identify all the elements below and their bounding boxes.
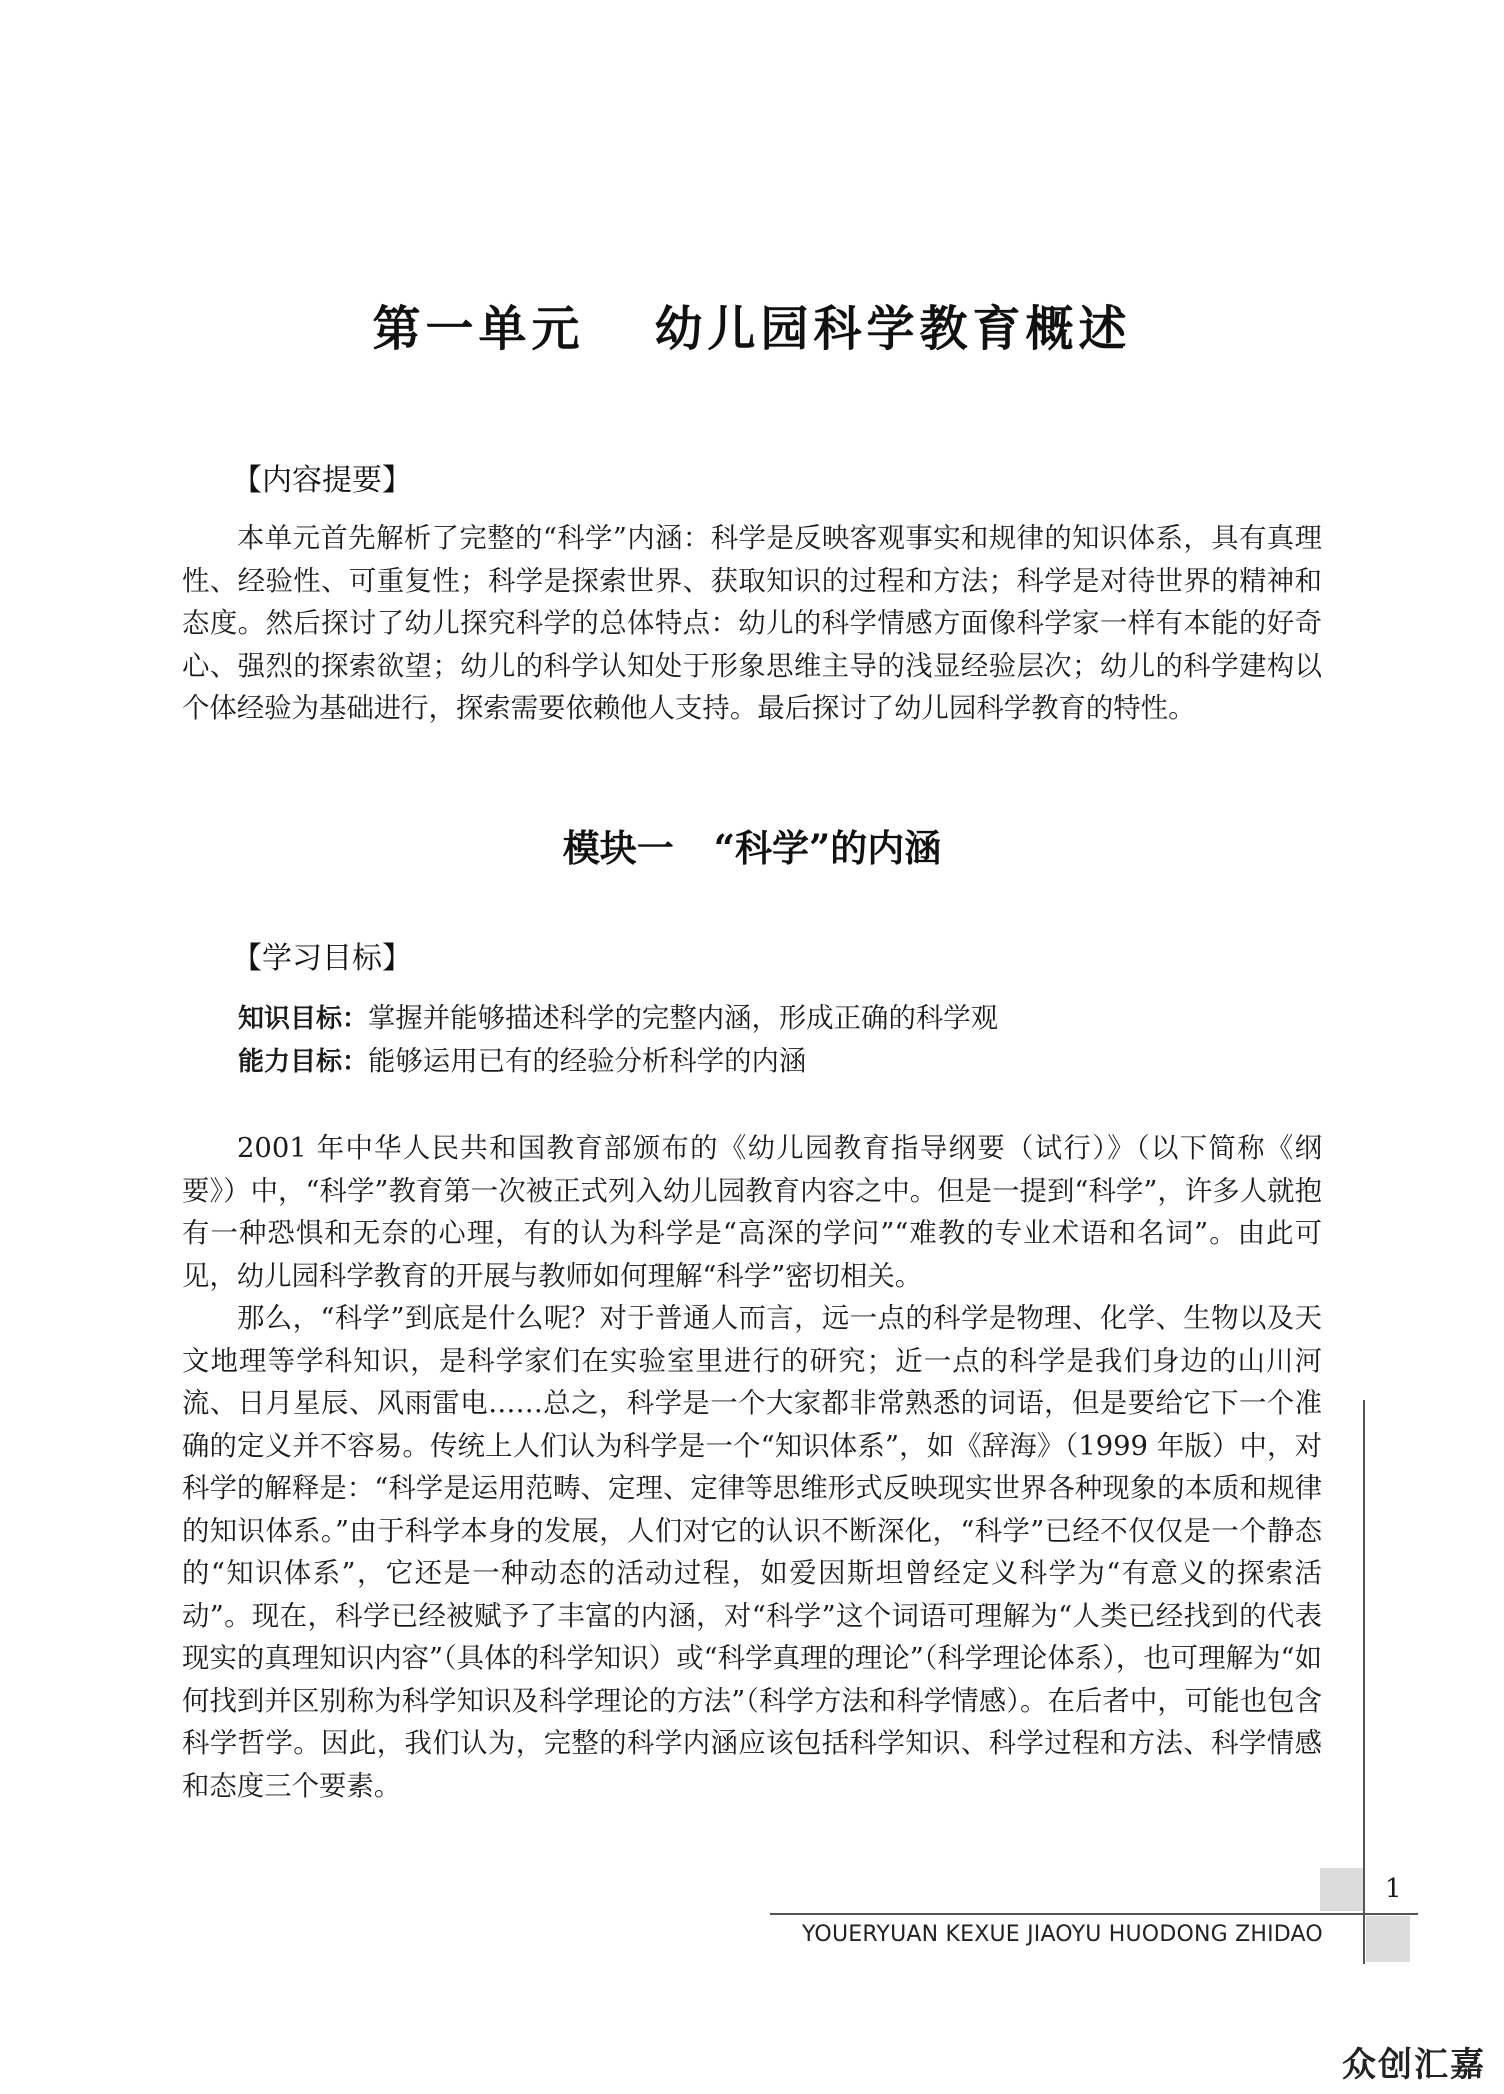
margin-rule — [1363, 1400, 1365, 1964]
ability-goal — [238, 1041, 806, 1083]
ability-goal-text: 能够运用已有的经验分析科学的内涵 — [368, 1046, 807, 1077]
module-name: “科学”的内涵 — [713, 826, 942, 870]
watermark: 众创汇嘉 — [1342, 2045, 1486, 2085]
footer-box-right — [1366, 1916, 1410, 1962]
knowledge-goal-label: 知识目标： — [238, 1004, 369, 1034]
body-paragraph-2: 那么，“科学”到底是什么呢？对于普通人而言，远一点的科学是物理、化学、生物以及天文地理等学科知识，是科学家们在实验室里进行的研究；近一点的科学是我们身边的山川河流、日月星辰、风雨雷电……总之，科学是一个大家都非常熟悉的词语，但是要给它下一个准确的定义并不容易。传统上人们认为科学是一个“知识体系”，如《辞海》（1999 年版）中，对科学的解释是：“科学是运用范畴、定理、定律等思维形式反映现实世界各种现象的本质和规律的知识体系。”由于科学本身的发展，人们对它的认识不断深化，“科学”已经不仅仅是一个静态的“知识体系”，它还是一种动态的活动过程，如爱因斯坦曾经定义科学为“有意义的探索活动”。现在，科学已经被赋予了丰富的内涵，对“科学”这个词语可理解为“人类已经找到的代表现实的真理知识内容”（具体的科学知识）或“科学真理的理论”（科学理论体系），也可理解为“如何找到并区别称为科学知识及科学理论的方法”（科学方法和科学情感）。在后者中，可能也包含科学哲学。因此，我们认为，完整的科学内涵应该包括科学知识、科学过程和方法、科学情感和态度三个要素。 — [182, 1303, 1322, 1802]
knowledge-goal — [238, 998, 998, 1040]
body-paragraph-1: 2001 年中华人民共和国教育部颁布的《幼儿园教育指导纲要（试行）》（以下简称《纲要》）中，“科学”教育第一次被正式列入幼儿园教育内容之中。但是一提到“科学”，许多人就抱有一种恐惧和无奈的心理，有的认为科学是“高深的学问”“难教的专业术语和名词”。由此可见，幼儿园科学教育的开展与教师如何理解“科学”密切相关。 — [182, 1133, 1322, 1292]
unit-number: 第一单元 — [372, 301, 585, 357]
footer-rule — [770, 1913, 1418, 1915]
summary-paragraph: 本单元首先解析了完整的“科学”内涵：科学是反映客观事实和规律的知识体系，具有真理性、经验性、可重复性；科学是探索世界、获取知识的过程和方法；科学是对待世界的精神和态度。然后探讨了幼儿探究科学的总体特点：幼儿的科学情感方面像科学家一样有本能的好奇心、强烈的探索欲望；幼儿的科学认知处于形象思维主导的浅显经验层次；幼儿的科学建构以个体经验为基础进行，探索需要依赖他人支持。最后探讨了幼儿园科学教育的特性。 — [182, 523, 1322, 724]
summary-heading: 【内容提要】 — [232, 463, 412, 498]
knowledge-goal-text: 掌握并能够描述科学的完整内涵，形成正确的科学观 — [368, 1003, 999, 1034]
footer-box-left — [1320, 1868, 1363, 1911]
module-title — [0, 818, 1504, 872]
unit-name: 幼儿园科学教育概述 — [654, 301, 1132, 357]
running-title: YOUERYUAN KEXUE JIAOYU HUODONG ZHIDAO — [802, 1922, 1323, 1947]
page-number: 1 — [1385, 1874, 1402, 1904]
goals-heading: 【学习目标】 — [232, 941, 412, 976]
unit-title — [0, 290, 1504, 359]
module-number: 模块一 — [562, 826, 674, 870]
ability-goal-label: 能力目标： — [238, 1047, 369, 1077]
